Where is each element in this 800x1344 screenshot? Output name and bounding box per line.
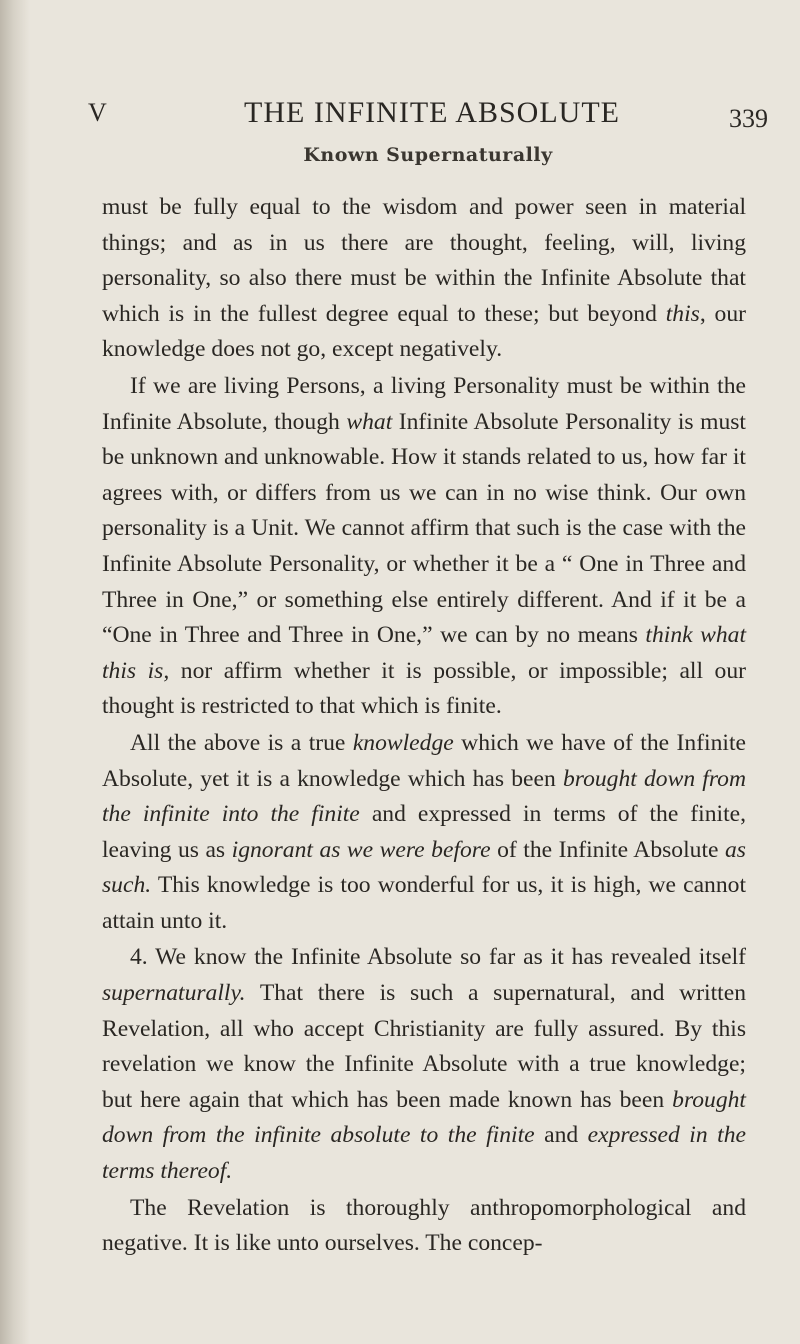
text-run: and expressed in terms of the finite, leaving us as (102, 801, 747, 863)
italic-run: supernaturally. (102, 980, 246, 1007)
text-run: The Revelation is thoroughly anthropomorphological and negative. It is like unto ourselves. The concep- (102, 1194, 746, 1257)
italic-run: ignorant as we were before (231, 836, 491, 863)
italic-run: brought down from the infinite into the finite (102, 765, 747, 828)
text-run: All the above is a true (130, 729, 353, 756)
paragraph (102, 940, 746, 1189)
page-gutter-shadow (0, 0, 30, 1344)
text-run: That there is such a supernatural, and written Revelation, all who accept Christianity are fully assured. By this revelation we know the Infinite Absolute with a true knowledge; but here again that which has been made known has been (102, 980, 746, 1113)
text-run: nor affirm whether it is possible, or impossible; all our thought is restricted to that which is finite. (102, 657, 746, 720)
chapter-number: V (88, 98, 107, 127)
italic-run: what (346, 408, 393, 435)
paragraph (102, 1191, 746, 1262)
text-run: , our knowledge does not go, except negatively. (102, 300, 746, 363)
body-text (102, 190, 746, 1262)
paragraph (102, 726, 746, 940)
paragraph (102, 369, 746, 725)
italic-run: knowledge (352, 729, 454, 756)
italic-run: think what this is, (102, 622, 746, 684)
italic-run: expressed in the terms thereof. (102, 1122, 746, 1185)
text-run: of the Infinite Absolute (490, 836, 725, 863)
italic-run: brought down from the infinite absolute to the finite (102, 1086, 746, 1149)
paragraph (102, 190, 746, 368)
text-run: Infinite Absolute Personality is must be unknown and unknowable. How it stands related to us, how far it agrees with, or differs from us we can in no wise think. Our own personality is a Unit. We cannot affirm that such is the case with the Infinite Absolute Personality, or whether it be a “ One in Three and Three in One,” or something else entirely different. And if it be a “One in Three and Three in One,” we can by no means (102, 408, 746, 649)
text-run: If we are living Persons, a living Personality must be within the Infinite Absolute, though (102, 372, 746, 435)
text-run: must be fully equal to the wisdom and power seen in material things; and as in us there are thought, feeling, will, living personality, so also there must be within the Infinite Absolute that which is in the fullest degree equal to these; but beyond (102, 194, 746, 327)
running-header (88, 93, 768, 133)
running-title: THE INFINITE ABSOLUTE (244, 96, 620, 129)
italic-run: as such. (102, 836, 746, 899)
text-run: and (534, 1122, 588, 1149)
section-side-header: Known Supernaturally (303, 144, 553, 166)
italic-run: this (665, 300, 700, 327)
text-run: This knowledge is too wonderful for us, it is high, we cannot attain unto it. (102, 872, 746, 934)
text-run: 4. We know the Infinite Absolute so far as it has revealed itself (130, 944, 746, 971)
page-number: 339 (729, 104, 768, 133)
text-run: which we have of the Infinite Absolute, yet it is a knowledge which has been (102, 729, 746, 792)
